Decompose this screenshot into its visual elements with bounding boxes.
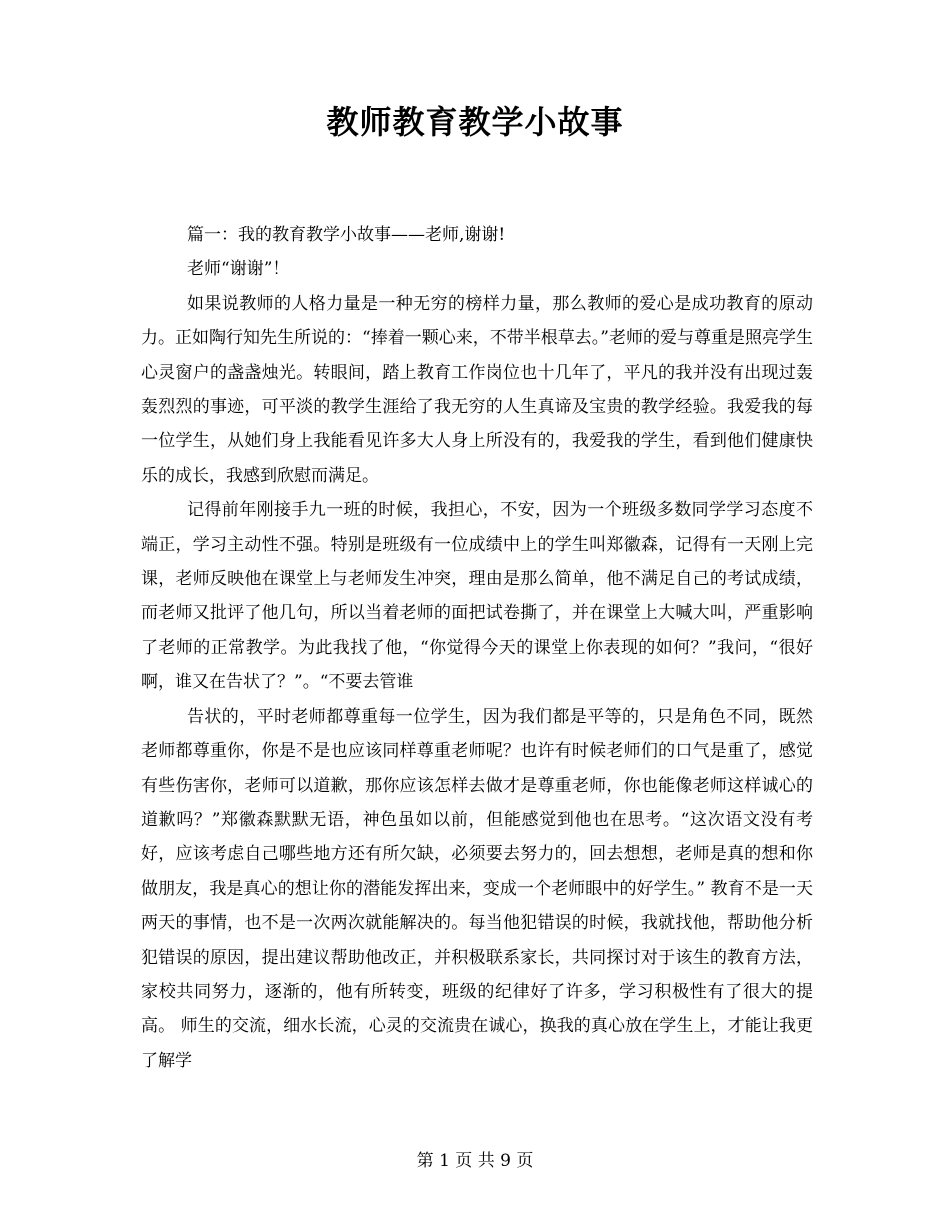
page-number-footer: 第 1 页 共 9 页 bbox=[416, 1151, 534, 1171]
document-body bbox=[141, 218, 813, 1078]
section-heading: 篇一：我的教育教学小故事——老师,谢谢! bbox=[187, 225, 506, 245]
body-paragraph: 告状的，平时老师都尊重每一位学生，因为我们都是平等的，只是角色不同，既然老师都尊重你，你是不是也应该同样尊重老师呢？也许有时候老师们的口气是重了，感觉有些伤害你，老师可以道歉，那你应该怎样去做才是尊重老师，你也能像老师这样诚心的道歉吗？”郑徽森默默无语，神色虽如以前，但能感觉到他也在思考。“这次语文没有考好，应该考虑自己哪些地方还有所欠缺，必须要去努力的，回去想想，老师是真的想和你做朋友，我是真心的想让你的潜能发挥出来，变成一个老师眼中的好学生。” 教育不是一天两天的事情，也不是一次两次就能解决的。每当他犯错误的时候，我就找他，帮助他分析犯错误的原因，提出建议帮助他改正，并积极联系家长，共同探讨对于该生的教育方法，家校共同努力，逐渐的，他有所转变，班级的纪律好了许多，学习积极性有了很大的提高。 师生的交流，细水长流，心灵的交流贵在诚心，换我的真心放在学生上，才能让我更了解学 bbox=[141, 706, 813, 1071]
story-title: 老师“谢谢”！ bbox=[187, 259, 290, 280]
body-paragraph: 如果说教师的人格力量是一种无穷的榜样力量，那么教师的爱心是成功教育的原动力。正如陶行知先生所说的：“捧着一颗心来，不带半根草去。”老师的爱与尊重是照亮学生心灵窗户的盏盏烛光。转眼间，踏上教育工作岗位也十几年了，平凡的我并没有出现过轰轰烈烈的事迹，可平淡的教学生涯给了我无穷的人生真谛及宝贵的教学经验。我爱我的每一位学生，从她们身上我能看见许多大人身上所没有的，我爱我的学生，看到他们健康快乐的成长，我感到欣慰而满足。 bbox=[141, 293, 813, 486]
document-title: 教师教育教学小故事 bbox=[326, 103, 624, 141]
body-paragraph: 记得前年刚接手九一班的时候，我担心，不安，因为一个班级多数同学学习态度不端正，学习主动性不强。特别是班级有一位成绩中上的学生叫郑徽森，记得有一天刚上完课，老师反映他在课堂上与老师发生冲突，理由是那么简单，他不满足自己的考试成绩，而老师又批评了他几句，所以当着老师的面把试卷撕了，并在课堂上大喊大叫，严重影响了老师的正常教学。为此我找了他，“你觉得今天的课堂上你表现的如何？”我问，“很好啊，谁又在告状了？”。“不要去管谁 bbox=[141, 500, 813, 693]
